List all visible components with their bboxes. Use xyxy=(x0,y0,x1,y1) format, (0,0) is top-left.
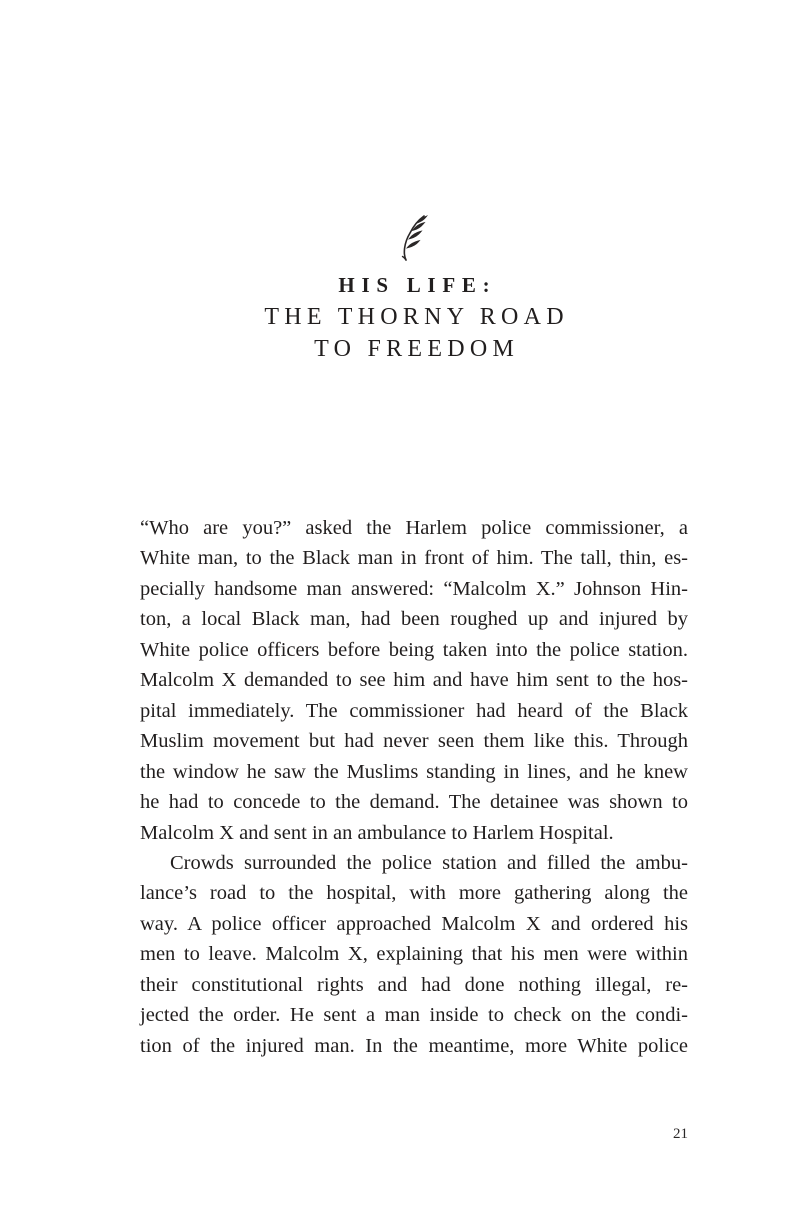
chapter-title-line-1: HIS LIFE: xyxy=(338,273,497,297)
text-line: jected the order. He sent a man inside to check on the condi- xyxy=(140,1004,688,1027)
chapter-title xyxy=(140,269,688,365)
text-line: pecially handsome man answered: “Malcolm X.” Johnson Hin- xyxy=(140,577,688,600)
text-line: Crowds surrounded the police station and filled the ambu- xyxy=(170,851,688,874)
text-line: lance’s road to the hospital, with more gathering along the xyxy=(140,882,688,905)
text-line: he had to concede to the demand. The detainee was shown to xyxy=(140,791,688,814)
text-line: pital immediately. The commissioner had heard of the Black xyxy=(140,699,688,722)
text-line: Muslim movement but had never seen them like this. Through xyxy=(140,730,688,753)
text-line: tion of the injured man. In the meantime, more White police xyxy=(140,1034,688,1057)
chapter-title-line-2: THE THORNY ROAD xyxy=(264,304,569,330)
text-line: Malcolm X demanded to see him and have him sent to the hos- xyxy=(140,669,688,692)
text-line: the window he saw the Muslims standing in lines, and he knew xyxy=(140,760,688,783)
text-line: White police officers before being taken into the police station. xyxy=(140,638,688,661)
text-line: their constitutional rights and had done nothing illegal, re- xyxy=(140,973,688,996)
body-text xyxy=(140,513,688,1061)
text-line: way. A police officer approached Malcolm X and ordered his xyxy=(140,912,688,935)
calligraphic-leaf-icon xyxy=(399,213,429,263)
text-line: ton, a local Black man, had been roughed up and injured by xyxy=(140,608,688,631)
page-number: 21 xyxy=(673,1126,688,1142)
text-line: Malcolm X and sent in an ambulance to Harlem Hospital. xyxy=(140,821,614,844)
chapter-title-line-3: TO FREEDOM xyxy=(314,336,520,362)
text-line: men to leave. Malcolm X, explaining that his men were within xyxy=(140,943,688,966)
text-line: White man, to the Black man in front of him. The tall, thin, es- xyxy=(140,547,688,570)
text-line: “Who are you?” asked the Harlem police commissioner, a xyxy=(140,517,688,539)
